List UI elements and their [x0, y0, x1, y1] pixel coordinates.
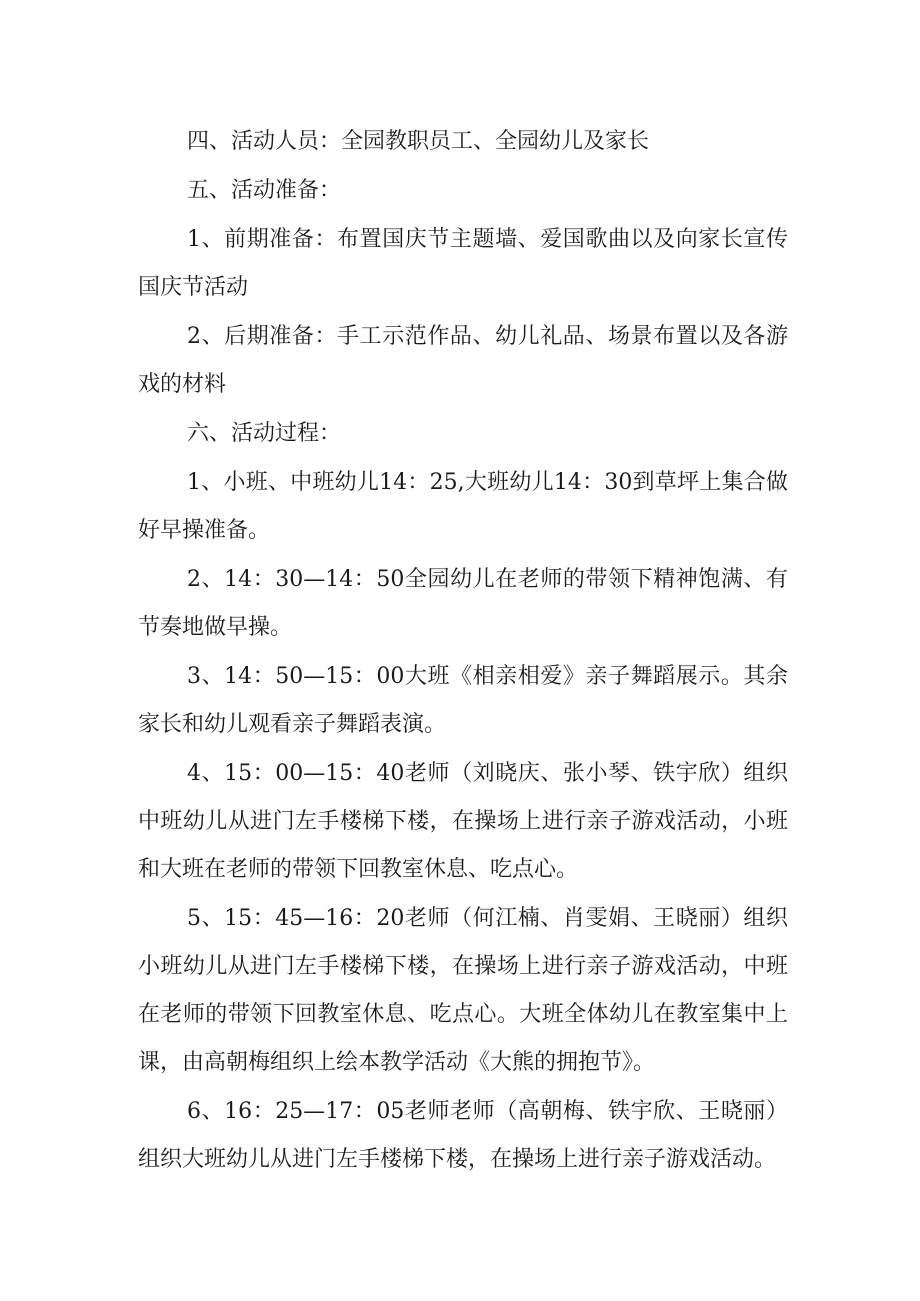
paragraph-activity-process-heading: 六、活动过程：	[187, 421, 342, 446]
paragraph-activity-preparation-heading: 五、活动准备：	[187, 178, 342, 203]
paragraph-activity-personnel: 四、活动人员：全园教职员工、全园幼儿及家长	[187, 129, 650, 154]
document-body	[138, 118, 788, 1184]
paragraph-later-preparation: 2、后期准备：手工示范作品、幼儿礼品、场景布置以及各游戏的材料	[138, 324, 788, 397]
paragraph-step-1: 1、小班、中班幼儿14：25,大班幼儿14：30到草坪上集合做好早操准备。	[138, 470, 788, 543]
paragraph-step-5: 5、15：45—16：20老师（何江楠、肖雯娟、王晓丽）组织小班幼儿从进门左手楼梯下楼，在操场上进行亲子游戏活动，中班在老师的带领下回教室休息、吃点心。大班全体幼儿在教室集中上课，由高朝梅组织上绘本教学活动《大熊的拥抱节》。	[138, 906, 788, 1075]
paragraph-step-6: 6、16：25—17：05老师老师（高朝梅、铁宇欣、王晓丽）组织大班幼儿从进门左手楼梯下楼，在操场上进行亲子游戏活动。	[138, 1099, 788, 1172]
paragraph-early-preparation: 1、前期准备：布置国庆节主题墙、爱国歌曲以及向家长宣传国庆节活动	[138, 227, 788, 300]
paragraph-step-4: 4、15：00—15：40老师（刘晓庆、张小琴、铁宇欣）组织中班幼儿从进门左手楼梯下楼，在操场上进行亲子游戏活动，小班和大班在老师的带领下回教室休息、吃点心。	[138, 761, 788, 882]
paragraph-step-3: 3、14：50—15：00大班《相亲相爱》亲子舞蹈展示。其余家长和幼儿观看亲子舞蹈表演。	[138, 664, 788, 737]
paragraph-step-2: 2、14：30—14：50全园幼儿在老师的带领下精神饱满、有节奏地做早操。	[138, 567, 788, 640]
